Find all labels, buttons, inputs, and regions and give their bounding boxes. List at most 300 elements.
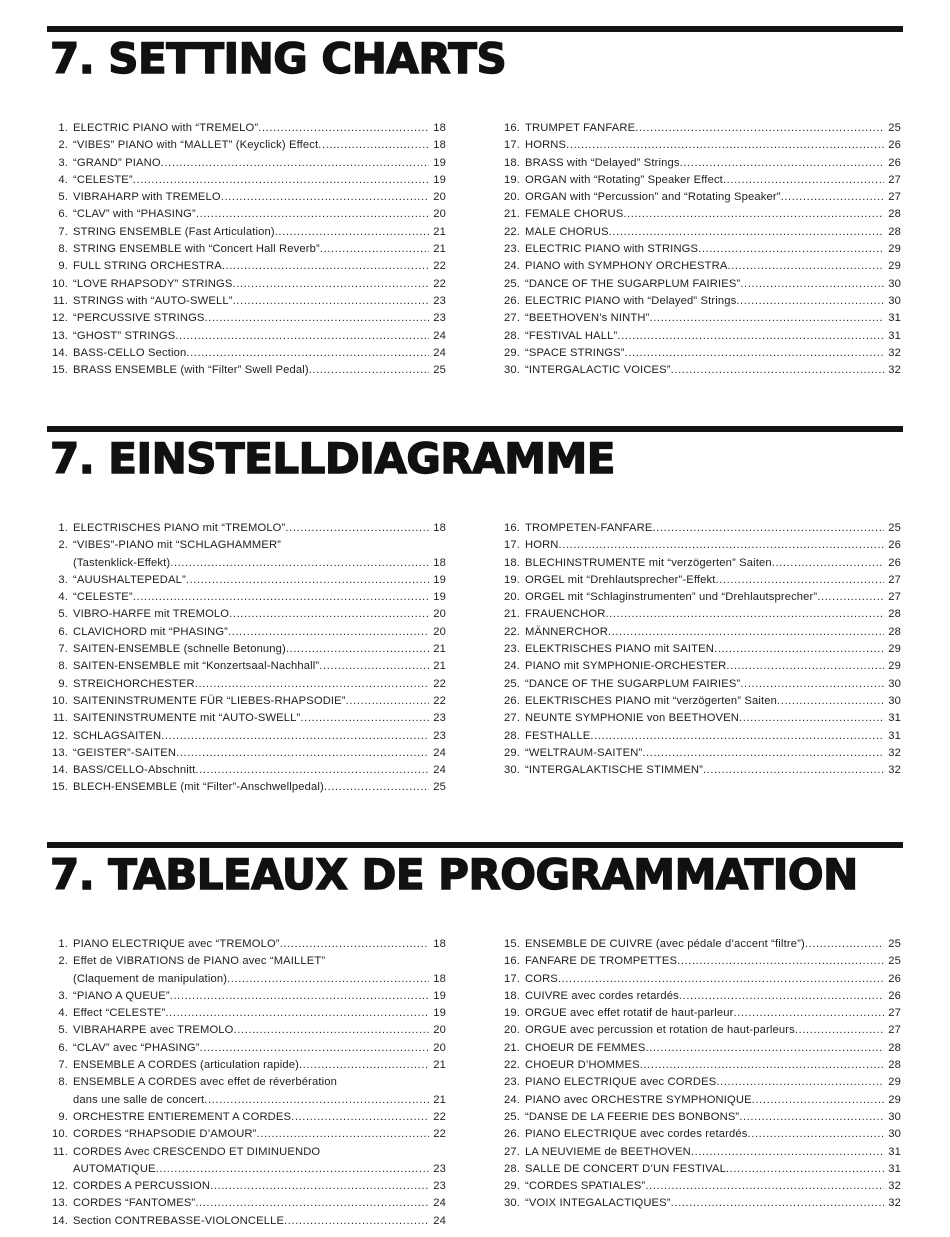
toc-entry	[48, 172, 446, 189]
entry-title: BASS-CELLO Section	[73, 346, 187, 359]
dot-leader	[320, 241, 429, 258]
entry-title: ORGUE avec effet rotatif de haut-parleur	[525, 1007, 734, 1020]
toc-entry	[500, 1195, 901, 1212]
dot-leader	[275, 224, 429, 241]
entry-title: ELEKTRISCHES PIANO mit SAITEN	[525, 643, 714, 656]
toc-entry	[500, 1005, 901, 1022]
toc-entry	[500, 710, 901, 727]
entry-number: 11.	[52, 294, 68, 307]
toc-entry	[500, 1144, 901, 1161]
toc-entry	[500, 258, 901, 275]
dot-leader	[608, 624, 884, 641]
entry-number: 17.	[503, 972, 520, 985]
section-heading: 7. TABLEAUX DE PROGRAMMATION	[50, 850, 858, 899]
entry-number: 26.	[503, 294, 520, 307]
entry-title: ELECTRISCHES PIANO mit “TREMOLO”	[73, 522, 286, 534]
entry-title: “LOVE RHAPSODY” STRINGS	[73, 277, 233, 290]
entry-title: CLAVICHORD mit “PHASING”	[73, 625, 229, 638]
entry-title: (Tastenklick-Effekt)	[73, 556, 171, 569]
dot-leader	[677, 953, 884, 970]
entry-number: 14.	[51, 1214, 68, 1227]
entry-title: SAITEN-ENSEMBLE (schnelle Betonung)	[73, 643, 286, 656]
entry-page-number: 26	[888, 156, 901, 169]
dot-leader	[309, 362, 429, 379]
toc-entry	[48, 137, 446, 154]
entry-page-number: 28	[888, 208, 901, 221]
dot-leader	[781, 189, 884, 206]
entry-number: 28.	[503, 1162, 520, 1175]
toc-entry	[500, 276, 901, 293]
toc-entry	[500, 189, 901, 206]
entry-title: “CLAV” avec “PHASING”	[73, 1041, 200, 1054]
entry-page-number: 19	[433, 989, 446, 1002]
entry-number: 7.	[58, 225, 68, 238]
entry-title: ELECTRIC PIANO with “Delayed” Strings	[525, 294, 737, 307]
entry-page-number: 27	[888, 573, 901, 586]
toc-entry	[48, 779, 446, 796]
entry-title: CUIVRE avec cordes retardés	[525, 989, 679, 1002]
dot-leader	[284, 1213, 429, 1230]
entry-page-number: 28	[888, 1041, 901, 1054]
entry-title: PIANO ELECTRIQUE avec cordes retardés	[525, 1128, 748, 1141]
dot-leader	[649, 310, 884, 327]
dot-leader	[258, 120, 429, 137]
entry-page-number: 27	[888, 1007, 901, 1020]
entry-page-number: 21	[433, 243, 446, 256]
entry-title: LA NEUVIEME de BEETHOVEN	[525, 1145, 691, 1158]
entry-number: 29.	[503, 1180, 520, 1193]
toc-entry	[48, 936, 446, 953]
entry-number: 5.	[58, 1024, 68, 1037]
entry-number: 30.	[503, 764, 520, 777]
dot-leader	[558, 971, 884, 988]
entry-title: ORGEL mit “Drehlautsprecher”-Effekt	[525, 573, 716, 586]
dot-leader	[698, 241, 884, 258]
section-rule	[47, 842, 903, 848]
entry-title: STRINGS with “AUTO-SWELL”	[73, 294, 233, 307]
entry-title: CHOEUR D’HOMMES	[525, 1059, 640, 1072]
entry-number: 29.	[503, 346, 520, 359]
entry-number: 18.	[503, 989, 520, 1002]
entry-page-number: 30	[888, 294, 901, 307]
toc-entry	[48, 310, 446, 327]
toc-entry	[500, 728, 901, 745]
dot-leader	[716, 1074, 884, 1091]
toc-entry	[48, 676, 446, 693]
entry-page-number: 23	[433, 312, 446, 325]
entry-page-number: 23	[433, 712, 446, 725]
dot-leader	[229, 606, 429, 623]
entry-page-number: 20	[433, 191, 446, 204]
entry-number: 19.	[503, 173, 520, 186]
dot-leader	[161, 155, 429, 172]
toc-entry	[48, 1126, 446, 1143]
toc-entry	[500, 206, 901, 223]
entry-number: 18.	[503, 556, 520, 569]
entry-title: ORGEL mit “Schlaginstrumenten” und “Drehlautsprecher”	[525, 591, 818, 604]
dot-leader	[703, 762, 884, 779]
dot-leader	[646, 1040, 885, 1057]
entry-title: ELECTRIC PIANO with STRINGS	[525, 243, 699, 256]
entry-number: 27.	[503, 312, 520, 325]
toc-entry	[48, 762, 446, 779]
dot-leader	[617, 328, 884, 345]
entry-title: FEMALE CHORUS	[525, 208, 624, 221]
entry-number: 20.	[503, 1024, 520, 1037]
dot-leader	[280, 936, 429, 953]
dot-leader	[285, 520, 429, 537]
entry-page-number: 29	[888, 243, 901, 256]
toc-entry	[48, 206, 446, 223]
dot-leader	[635, 120, 884, 137]
toc-entry	[48, 537, 446, 554]
entry-page-number: 25	[888, 938, 901, 950]
entry-number: 28.	[503, 729, 520, 742]
entry-title: ELECTRIC PIANO with “TREMELO”	[73, 122, 259, 134]
entry-page-number: 24	[433, 764, 446, 777]
entry-page-number: 20	[433, 1041, 446, 1054]
entry-title: CORDES “RHAPSODIE D’AMOUR”	[73, 1128, 257, 1141]
entry-page-number: 27	[888, 591, 901, 604]
toc-entry	[500, 293, 901, 310]
entry-number: 15.	[51, 364, 68, 377]
entry-title: TRUMPET FANFARE	[525, 122, 636, 134]
dot-leader	[727, 258, 884, 275]
toc-entry	[48, 328, 446, 345]
toc-entry	[48, 728, 446, 745]
dot-leader	[671, 1195, 884, 1212]
toc-list-right	[500, 936, 901, 1213]
entry-number: 30.	[503, 1197, 520, 1210]
entry-title: Section CONTREBASSE-VIOLONCELLE	[73, 1214, 285, 1227]
entry-title: VIBRAHARP with TREMELO	[73, 191, 221, 204]
toc-entry	[500, 537, 901, 554]
entry-page-number: 32	[888, 346, 901, 359]
toc-entry	[500, 953, 901, 970]
entry-title: “INTERGALACTIC VOICES”	[525, 364, 671, 377]
entry-title: TROMPETEN-FANFARE	[525, 522, 653, 534]
dot-leader	[227, 971, 429, 988]
toc-entry	[48, 293, 446, 310]
entry-title: “FESTIVAL HALL”	[525, 329, 618, 342]
dot-leader	[625, 345, 884, 362]
entry-page-number: 30	[888, 277, 901, 290]
dot-leader	[299, 1057, 429, 1074]
toc-entry	[48, 971, 446, 988]
dot-leader	[642, 745, 884, 762]
entry-page-number: 22	[433, 694, 446, 707]
entry-title: “DANSE DE LA FEERIE DES BONBONS”	[525, 1110, 740, 1123]
entry-title: CORDES Avec CRESCENDO ET DIMINUENDO	[73, 1145, 321, 1158]
dot-leader	[679, 988, 884, 1005]
dot-leader	[186, 345, 429, 362]
entry-title: (Claquement de manipulation)	[73, 972, 228, 985]
entry-page-number: 32	[888, 1180, 901, 1193]
toc-entry	[500, 624, 901, 641]
entry-page-number: 26	[888, 539, 901, 552]
entry-page-number: 21	[433, 643, 446, 656]
toc-entry	[500, 589, 901, 606]
dot-leader	[222, 258, 429, 275]
entry-page-number: 28	[888, 1059, 901, 1072]
entry-number: 5.	[58, 191, 68, 204]
entry-page-number: 30	[888, 1128, 901, 1141]
dot-leader	[723, 172, 884, 189]
entry-number: 13.	[51, 329, 68, 342]
entry-title: BRASS with “Delayed” Strings	[525, 156, 680, 169]
entry-title: SAITENINSTRUMENTE mit “AUTO-SWELL”	[73, 712, 301, 725]
entry-number: 4.	[58, 591, 68, 604]
toc-entry	[48, 1040, 446, 1057]
entry-page-number: 24	[433, 1214, 446, 1227]
entry-title: MÄNNERCHOR	[525, 625, 608, 638]
entry-number: 2.	[58, 139, 68, 152]
entry-number: 4.	[58, 173, 68, 186]
entry-number: 21.	[503, 608, 520, 621]
dot-leader	[740, 676, 884, 693]
entry-title: PIANO with SYMPHONY ORCHESTRA	[525, 260, 728, 273]
entry-title: STRING ENSEMBLE (Fast Articulation)	[73, 225, 275, 238]
entry-number: 21.	[503, 1041, 520, 1054]
toc-entry	[500, 241, 901, 258]
toc-entry	[500, 1178, 901, 1195]
entry-number: 17.	[503, 139, 520, 152]
entry-title: Effet de VIBRATIONS de PIANO avec “MAILLET”	[73, 955, 326, 968]
entry-number: 13.	[51, 1197, 68, 1210]
dot-leader	[772, 555, 884, 572]
entry-title: CORDES A PERCUSSION	[73, 1180, 211, 1193]
entry-number: 15.	[51, 781, 68, 794]
entry-page-number: 20	[433, 1024, 446, 1037]
dot-leader	[319, 658, 429, 675]
dot-leader	[714, 641, 884, 658]
entry-page-number: 22	[433, 677, 446, 690]
entry-title: “CORDES SPATIALES”	[525, 1180, 646, 1193]
toc-entry	[48, 658, 446, 675]
toc-entry	[48, 520, 446, 537]
entry-title: Effect “CELESTE”	[73, 1007, 166, 1020]
toc-entry	[48, 624, 446, 641]
entry-title: SAITEN-ENSEMBLE mit “Konzertsaal-Nachhall”	[73, 660, 320, 673]
toc-entry	[48, 572, 446, 589]
entry-page-number: 31	[888, 329, 901, 342]
entry-number: 14.	[51, 764, 68, 777]
entry-number: 25.	[503, 677, 520, 690]
entry-page-number: 25	[433, 781, 446, 794]
dot-leader	[640, 1057, 884, 1074]
dot-leader	[200, 1040, 429, 1057]
dot-leader	[716, 572, 884, 589]
entry-page-number: 24	[433, 746, 446, 759]
toc-entry	[500, 1057, 901, 1074]
dot-leader	[680, 155, 884, 172]
toc-entry	[48, 1109, 446, 1126]
toc-entry	[48, 1022, 446, 1039]
toc-entry	[48, 189, 446, 206]
entry-page-number: 23	[433, 294, 446, 307]
dot-leader	[726, 658, 884, 675]
entry-title: ORCHESTRE ENTIEREMENT A CORDES	[73, 1110, 292, 1123]
toc-entry	[48, 276, 446, 293]
toc-entry	[48, 555, 446, 572]
entry-number: 23.	[503, 243, 520, 256]
entry-number: 15.	[503, 938, 520, 950]
entry-title: PIANO ELECTRIQUE avec CORDES	[525, 1076, 717, 1089]
entry-title: BLECHINSTRUMENTE mit “verzögerten” Saiten	[525, 556, 772, 569]
entry-page-number: 19	[433, 573, 446, 586]
toc-entry	[48, 345, 446, 362]
entry-number: 5.	[58, 608, 68, 621]
dot-leader	[736, 293, 884, 310]
toc-entry	[48, 641, 446, 658]
dot-leader	[205, 310, 429, 327]
entry-page-number: 23	[433, 1180, 446, 1193]
entry-number: 11.	[52, 712, 68, 725]
entry-page-number: 20	[433, 608, 446, 621]
entry-title: CORS	[525, 972, 558, 985]
toc-entry	[48, 606, 446, 623]
entry-page-number: 32	[888, 764, 901, 777]
entry-number: 22.	[503, 225, 520, 238]
entry-number: 23.	[503, 1076, 520, 1089]
entry-title: “CELESTE”	[73, 173, 133, 186]
entry-page-number: 19	[433, 173, 446, 186]
toc-list-left	[48, 936, 446, 1230]
entry-number: 17.	[503, 539, 520, 552]
dot-leader	[318, 137, 429, 154]
dot-leader	[734, 1005, 884, 1022]
dot-leader	[165, 1005, 429, 1022]
entry-page-number: 31	[888, 1145, 901, 1158]
toc-entry	[48, 224, 446, 241]
entry-page-number: 29	[888, 1076, 901, 1089]
toc-entry	[500, 641, 901, 658]
entry-title: ELEKTRISCHES PIANO mit “verzögerten” Saiten	[525, 694, 778, 707]
entry-title: PIANO mit SYMPHONIE-ORCHESTER	[525, 660, 727, 673]
entry-number: 3.	[58, 156, 68, 169]
entry-page-number: 26	[888, 139, 901, 152]
entry-title: MALE CHORUS	[525, 225, 609, 238]
entry-title: “BEETHOVEN’s NINTH”	[525, 312, 650, 325]
entry-page-number: 30	[888, 1110, 901, 1123]
toc-entry	[500, 1161, 901, 1178]
entry-number: 29.	[503, 746, 520, 759]
toc-entry	[500, 155, 901, 172]
entry-page-number: 31	[888, 312, 901, 325]
dot-leader	[170, 555, 429, 572]
entry-number: 4.	[58, 1007, 68, 1020]
entry-number: 12.	[51, 312, 68, 325]
entry-number: 8.	[58, 660, 68, 673]
entry-title: dans une salle de concert	[73, 1093, 205, 1106]
entry-title: STRING ENSEMBLE with “Concert Hall Reverb”	[73, 243, 320, 256]
dot-leader	[805, 936, 884, 953]
entry-page-number: 18	[433, 522, 446, 534]
toc-entry	[48, 1161, 446, 1178]
entry-title: VIBRAHARPE avec TREMOLO	[73, 1024, 234, 1037]
toc-entry	[48, 710, 446, 727]
entry-page-number: 27	[888, 191, 901, 204]
entry-number: 8.	[58, 243, 68, 256]
entry-title: “WELTRAUM-SAITEN”	[525, 746, 643, 759]
entry-page-number: 21	[433, 1059, 446, 1072]
toc-entry	[48, 241, 446, 258]
entry-number: 22.	[503, 1059, 520, 1072]
entry-number: 9.	[58, 1110, 68, 1123]
dot-leader	[186, 572, 429, 589]
entry-title: ORGUE avec percussion et rotation de haut-parleurs	[525, 1024, 795, 1037]
entry-title: SAITENINSTRUMENTE FÜR “LIEBES-RHAPSODIE”	[73, 694, 346, 707]
toc-entry	[48, 1178, 446, 1195]
entry-number: 10.	[51, 694, 68, 707]
dot-leader	[204, 1092, 429, 1109]
entry-page-number: 22	[433, 260, 446, 273]
toc-entry	[500, 1074, 901, 1091]
entry-page-number: 19	[433, 591, 446, 604]
toc-entry	[500, 172, 901, 189]
dot-leader	[671, 362, 884, 379]
entry-number: 7.	[58, 1059, 68, 1072]
dot-leader	[234, 1022, 429, 1039]
entry-title: “SPACE STRINGS”	[525, 346, 625, 359]
dot-leader	[559, 537, 884, 554]
entry-number: 27.	[503, 712, 520, 725]
dot-leader	[300, 710, 429, 727]
entry-title: “CELESTE”	[73, 591, 133, 604]
dot-leader	[623, 206, 884, 223]
entry-title: FULL STRING ORCHESTRA	[73, 260, 222, 273]
toc-list-right	[500, 520, 901, 779]
entry-title: “GRAND” PIANO	[73, 156, 161, 169]
entry-title: HORNS	[525, 139, 567, 152]
entry-number: 26.	[503, 694, 520, 707]
entry-number: 23.	[503, 643, 520, 656]
entry-number: 1.	[58, 938, 68, 950]
toc-entry	[48, 1213, 446, 1230]
entry-number: 30.	[503, 364, 520, 377]
entry-page-number: 31	[888, 1162, 901, 1175]
dot-leader	[233, 293, 429, 310]
entry-number: 16.	[503, 955, 520, 968]
entry-title: ENSEMBLE DE CUIVRE (avec pédale d’accent “filtre”)	[525, 938, 805, 950]
entry-page-number: 18	[433, 938, 446, 950]
dot-leader	[195, 1195, 429, 1212]
entry-number: 25.	[503, 277, 520, 290]
toc-entry	[48, 589, 446, 606]
dot-leader	[257, 1126, 429, 1143]
entry-number: 10.	[51, 1128, 68, 1141]
entry-title: “INTERGALAKTISCHE STIMMEN”	[525, 764, 703, 777]
entry-title: “PERCUSSIVE STRINGS	[73, 312, 205, 325]
entry-number: 26.	[503, 1128, 520, 1141]
entry-number: 20.	[503, 591, 520, 604]
entry-number: 1.	[58, 122, 68, 134]
entry-title: VIBRO-HARFE mit TREMOLO	[73, 608, 230, 621]
toc-list-right	[500, 120, 901, 379]
entry-title: ORGAN with “Percussion” and “Rotating Speaker”	[525, 191, 781, 204]
entry-number: 14.	[51, 346, 68, 359]
toc-entry	[500, 1126, 901, 1143]
entry-title: “AUUSHALTEPEDAL”	[73, 573, 186, 586]
dot-leader	[324, 779, 429, 796]
entry-page-number: 20	[433, 625, 446, 638]
entry-page-number: 29	[888, 643, 901, 656]
dot-leader	[726, 1161, 884, 1178]
toc-entry	[500, 345, 901, 362]
toc-entry	[48, 953, 446, 970]
entry-page-number: 22	[433, 1110, 446, 1123]
toc-entry	[500, 936, 901, 953]
